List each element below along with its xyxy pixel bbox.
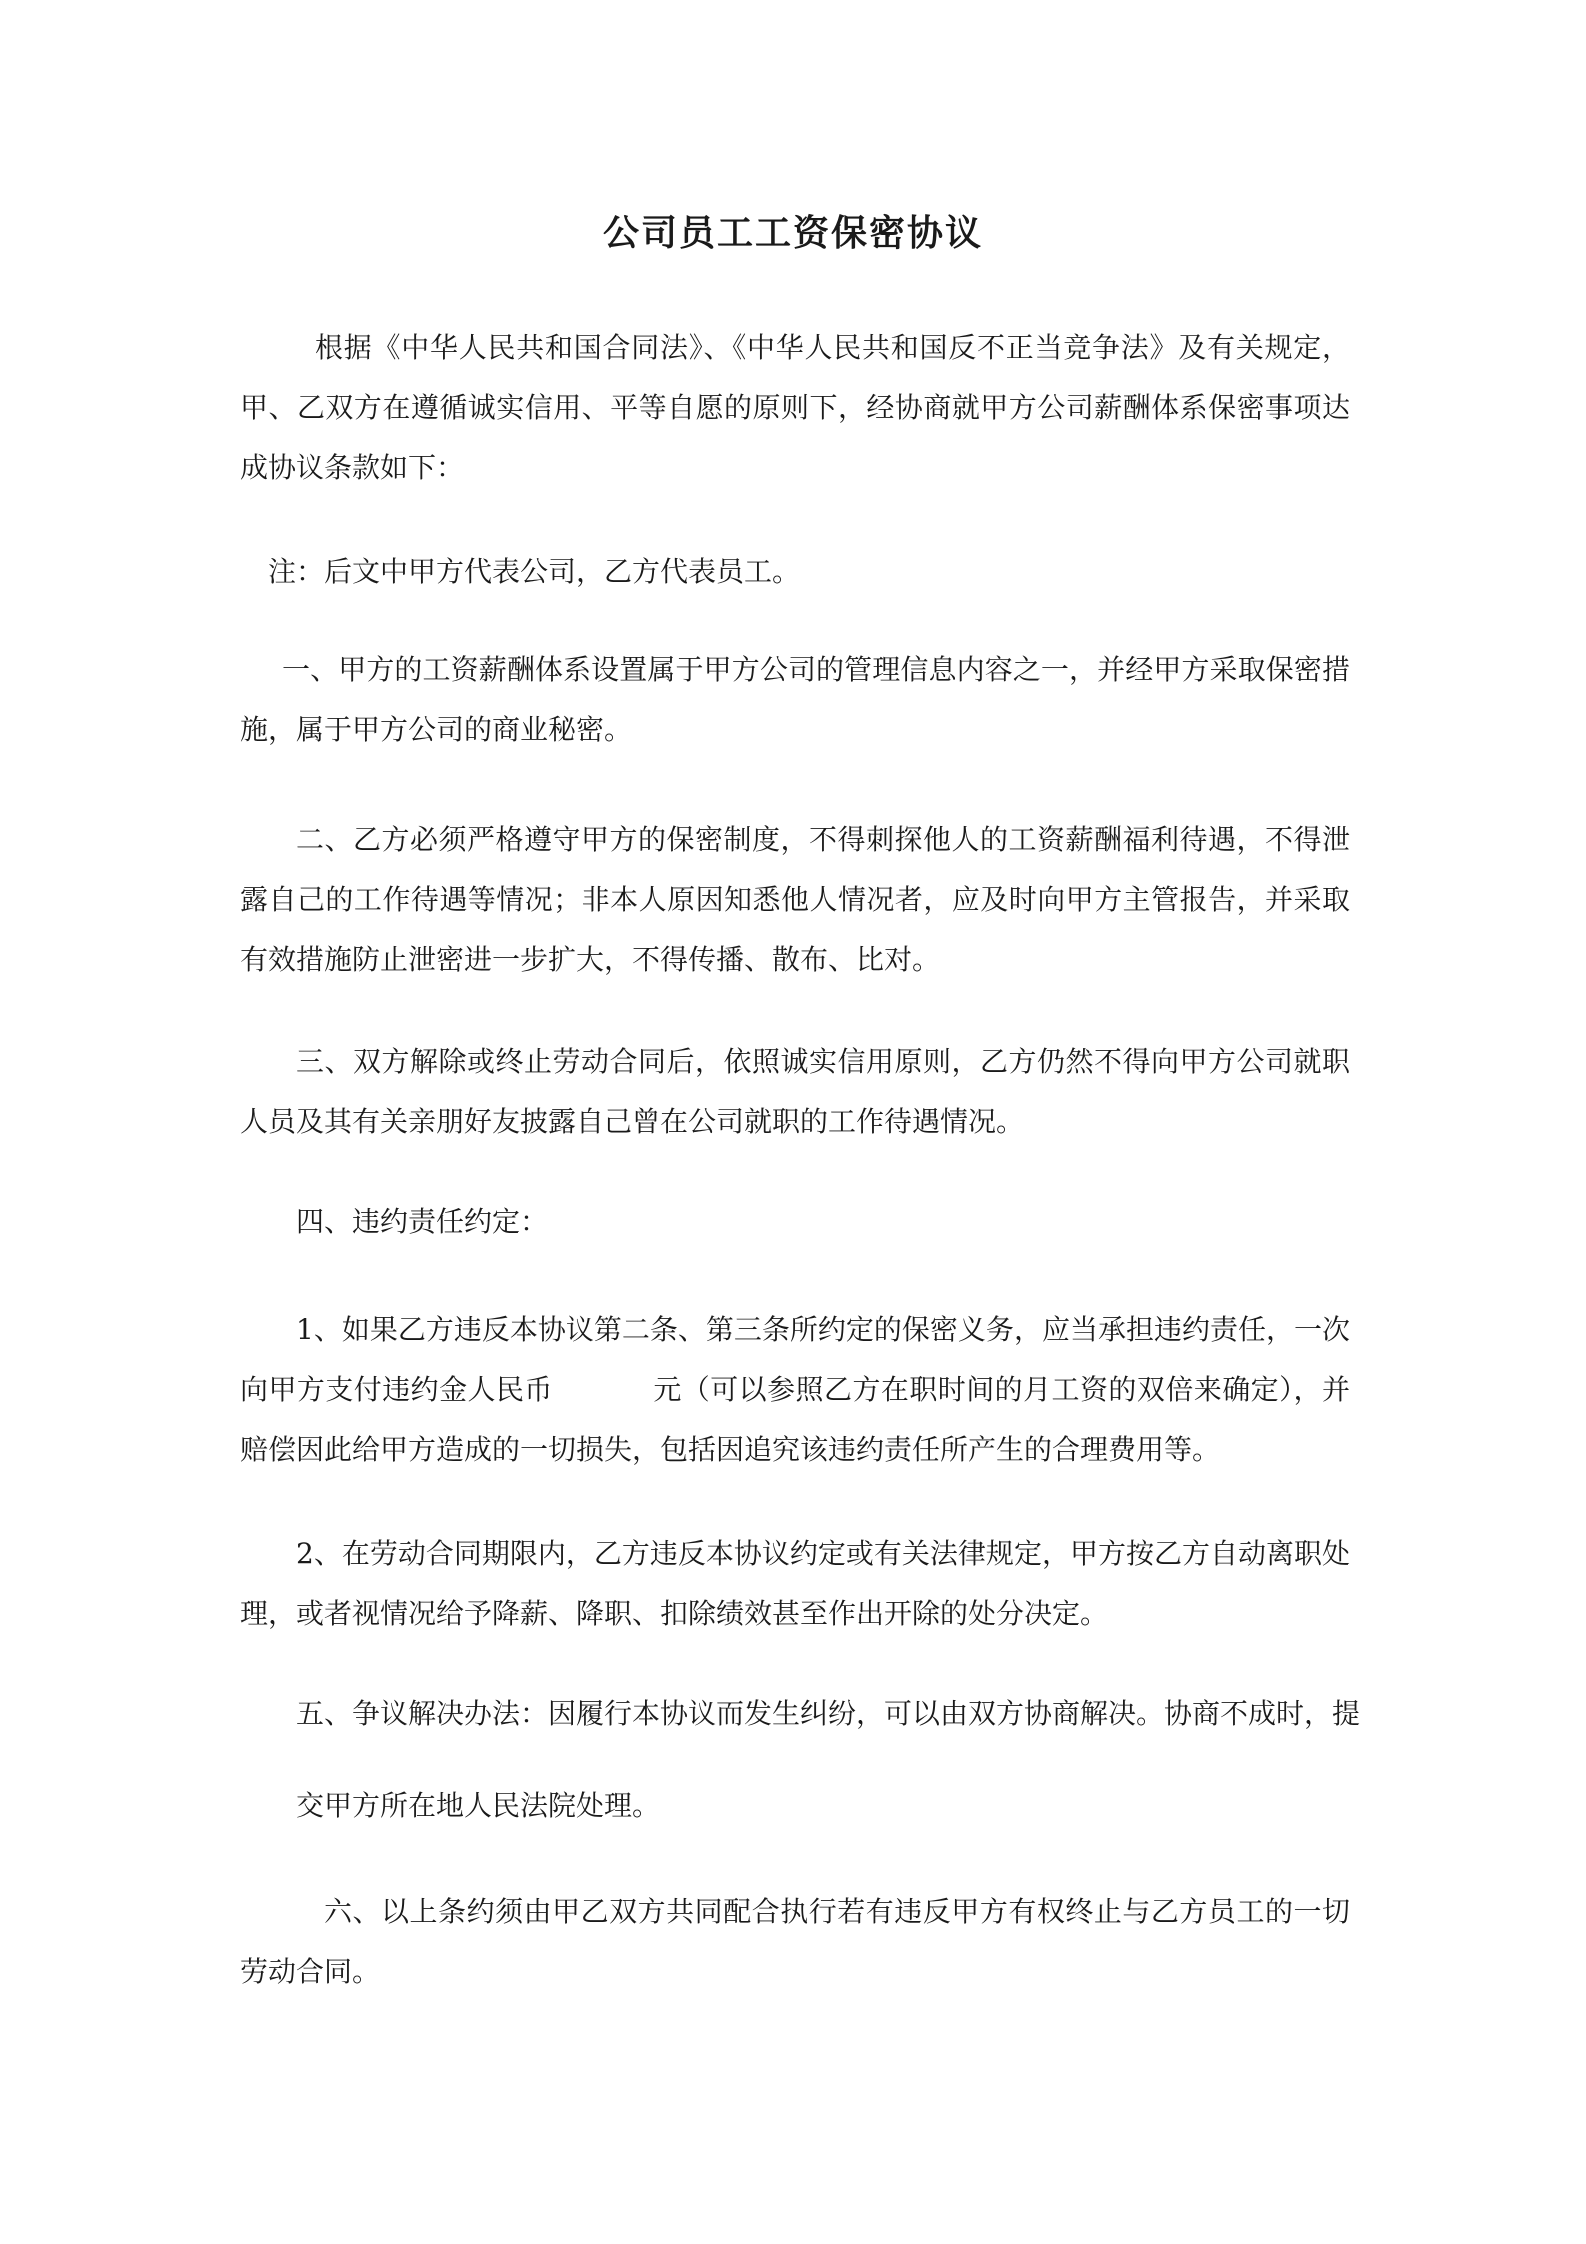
clause-5-line-1: 五、争议解决办法：因履行本协议而发生纠纷，可以由双方协商解决。协商不成时，提 bbox=[296, 1697, 1361, 1730]
clause-4-item-1-text-b: 元（可以参照乙方在职时间的月工资的双倍来确定），并赔偿因此给甲方造成的一切损失，包括因追究该违约责任所产生的合理费用等。 bbox=[240, 1373, 1350, 1466]
clause-4-heading: 四、违约责任约定： bbox=[296, 1205, 549, 1238]
clause-4-item-1-text-a: 1、如果乙方违反本协议第二条、第三条所约定的保密义务，应当承担违约责任，一次向甲方支付违约金人民币 bbox=[240, 1313, 1350, 1406]
document-title: 公司员工工资保密协议 bbox=[602, 212, 983, 254]
clause-3: 三、双方解除或终止劳动合同后，依照诚实信用原则，乙方仍然不得向甲方公司就职人员及其有关亲朋好友披露自己曾在公司就职的工作待遇情况。 bbox=[240, 1045, 1350, 1138]
intro-paragraph: 根据《中华人民共和国合同法》、《中华人民共和国反不正当竞争法》及有关规定，甲、乙双方在遵循诚实信用、平等自愿的原则下，经协商就甲方公司薪酬体系保密事项达成协议条款如下： bbox=[240, 331, 1350, 484]
note-paragraph: 注：后文中甲方代表公司，乙方代表员工。 bbox=[268, 555, 801, 588]
clause-4-item-1 bbox=[240, 1300, 1350, 1480]
clause-5-line-2: 交甲方所在地人民法院处理。 bbox=[296, 1789, 661, 1822]
clause-1: 一、甲方的工资薪酬体系设置属于甲方公司的管理信息内容之一，并经甲方采取保密措施，属于甲方公司的商业秘密。 bbox=[240, 653, 1350, 746]
clause-2: 二、乙方必须严格遵守甲方的保密制度，不得刺探他人的工资薪酬福利待遇，不得泄露自己的工作待遇等情况；非本人原因知悉他人情况者，应及时向甲方主管报告，并采取有效措施防止泄密进一步扩大，不得传播、散布、比对。 bbox=[240, 823, 1350, 976]
clause-6: 六、以上条约须由甲乙双方共同配合执行若有违反甲方有权终止与乙方员工的一切劳动合同。 bbox=[240, 1895, 1350, 1988]
clause-4-item-2: 2、在劳动合同期限内，乙方违反本协议约定或有关法律规定，甲方按乙方自动离职处理，或者视情况给予降薪、降职、扣除绩效甚至作出开除的处分决定。 bbox=[240, 1537, 1350, 1630]
